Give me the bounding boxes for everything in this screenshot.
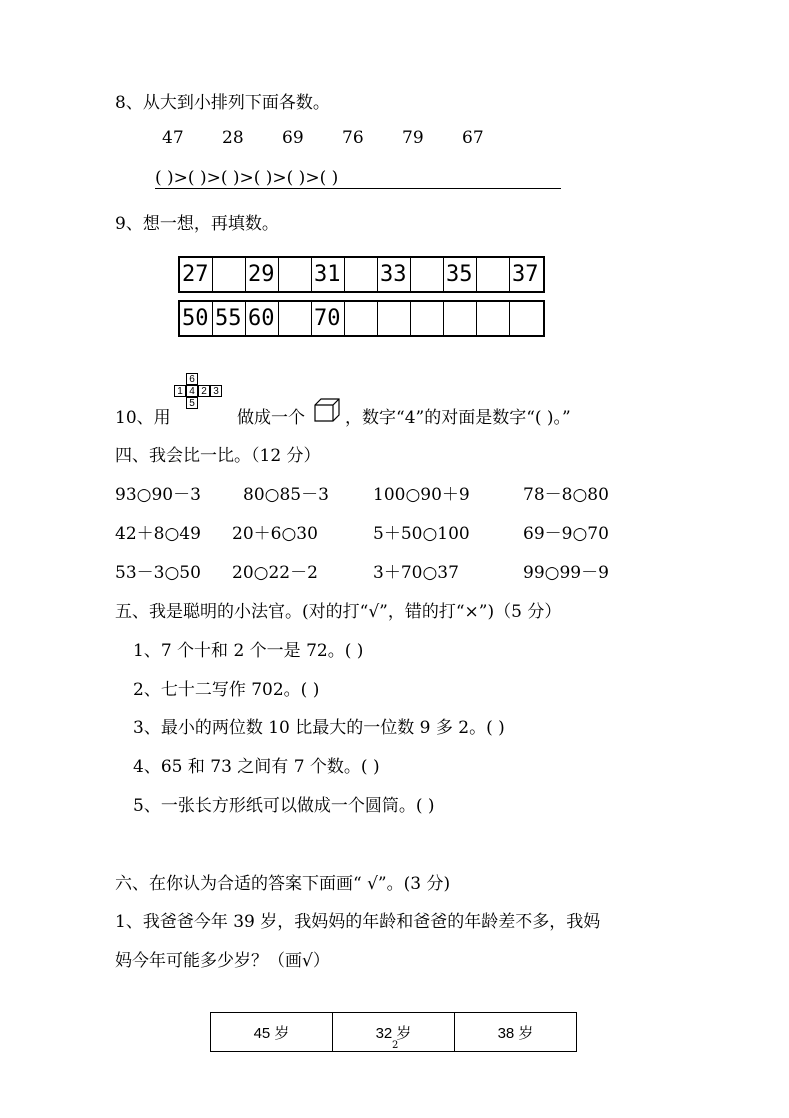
q9-grid-row2 <box>178 300 545 337</box>
grid-cell[interactable] <box>510 302 543 335</box>
q10-suffix: ，数字“4”的对面是数字“( )。” <box>345 408 571 428</box>
grid-cell[interactable] <box>444 302 477 335</box>
q8-answer-line[interactable]: ( )>( )>( )>( )>( )>( ) <box>155 168 561 189</box>
grid-cell: 31 <box>312 258 345 291</box>
q8-number: 67 <box>462 128 484 148</box>
section6-q1-line1: 1、我爸爸今年 39 岁，我妈妈的年龄和爸爸的年龄差不多，我妈 <box>115 912 601 932</box>
grid-cell: 55 <box>213 302 246 335</box>
grid-cell[interactable] <box>345 302 378 335</box>
age-option[interactable]: 45 岁 <box>211 1013 333 1052</box>
grid-cell: 33 <box>378 258 411 291</box>
section5-title: 五、我是聪明的小法官。(对的打“√”，错的打“×”)（5 分） <box>115 602 562 622</box>
grid-cell[interactable] <box>378 302 411 335</box>
grid-cell[interactable] <box>411 302 444 335</box>
comparison-item[interactable]: 99○99－9 <box>523 563 609 583</box>
comparison-item[interactable]: 5＋50○100 <box>373 524 470 544</box>
grid-cell: 35 <box>444 258 477 291</box>
judge-item[interactable]: 2、七十二写作 702。( ) <box>133 680 320 700</box>
section6-title: 六、在你认为合适的答案下面画“ √”。(3 分) <box>115 874 451 894</box>
net-cell: 1 <box>174 385 186 397</box>
cube-icon <box>313 397 341 423</box>
q8-number: 28 <box>222 128 244 148</box>
comparison-item[interactable]: 100○90＋9 <box>373 485 470 505</box>
grid-cell[interactable] <box>279 258 312 291</box>
q9-title: 9、想一想，再填数。 <box>115 214 279 234</box>
grid-cell[interactable] <box>477 302 510 335</box>
comparison-item[interactable]: 53－3○50 <box>115 563 201 583</box>
grid-cell: 60 <box>246 302 279 335</box>
comparison-item[interactable]: 20○22－2 <box>232 563 318 583</box>
grid-cell: 29 <box>246 258 279 291</box>
judge-item[interactable]: 1、7 个十和 2 个一是 72。( ) <box>133 641 364 661</box>
age-option[interactable]: 32 岁 <box>333 1013 455 1052</box>
net-cell: 4 <box>186 385 198 397</box>
q10-prefix: 10、用 <box>115 408 171 428</box>
net-cell: 2 <box>198 385 210 397</box>
q10-middle: 做成一个 <box>237 408 305 428</box>
page-number: 2 <box>392 1040 399 1051</box>
comparison-item[interactable]: 69－9○70 <box>523 524 609 544</box>
grid-cell[interactable] <box>279 302 312 335</box>
cube-net-diagram <box>170 373 240 417</box>
net-cell: 3 <box>210 385 222 397</box>
comparison-item[interactable]: 80○85－3 <box>243 485 329 505</box>
section4-title: 四、我会比一比。（12 分） <box>115 446 321 466</box>
section6-q1-line2: 妈今年可能多少岁？（画√） <box>115 951 330 971</box>
net-cell: 6 <box>186 373 198 385</box>
comparison-item[interactable]: 20＋6○30 <box>232 524 318 544</box>
q8-title: 8、从大到小排列下面各数。 <box>115 93 330 113</box>
grid-cell: 50 <box>180 302 213 335</box>
comparison-item[interactable]: 3＋70○37 <box>373 563 459 583</box>
q8-number: 79 <box>402 128 424 148</box>
grid-cell: 37 <box>512 262 539 287</box>
grid-cell[interactable] <box>345 258 378 291</box>
judge-item[interactable]: 4、65 和 73 之间有 7 个数。( ) <box>133 757 380 777</box>
q8-number: 76 <box>342 128 364 148</box>
comparison-item[interactable]: 78－8○80 <box>523 485 609 505</box>
q8-number: 69 <box>282 128 304 148</box>
grid-cell[interactable] <box>411 258 444 291</box>
grid-cell[interactable] <box>477 258 510 291</box>
net-cell: 5 <box>186 397 198 409</box>
age-option[interactable]: 38 岁 <box>455 1013 577 1052</box>
grid-cell: 27 <box>180 258 213 291</box>
judge-item[interactable]: 5、一张长方形纸可以做成一个圆筒。( ) <box>133 796 435 816</box>
grid-cell[interactable] <box>213 258 246 291</box>
q8-number: 47 <box>162 128 184 148</box>
comparison-item[interactable]: 42＋8○49 <box>115 524 201 544</box>
judge-item[interactable]: 3、最小的两位数 10 比最大的一位数 9 多 2。( ) <box>133 718 505 738</box>
grid-cell: 70 <box>312 302 345 335</box>
q9-grid-row1 <box>178 256 545 293</box>
comparison-item[interactable]: 93○90－3 <box>115 485 201 505</box>
